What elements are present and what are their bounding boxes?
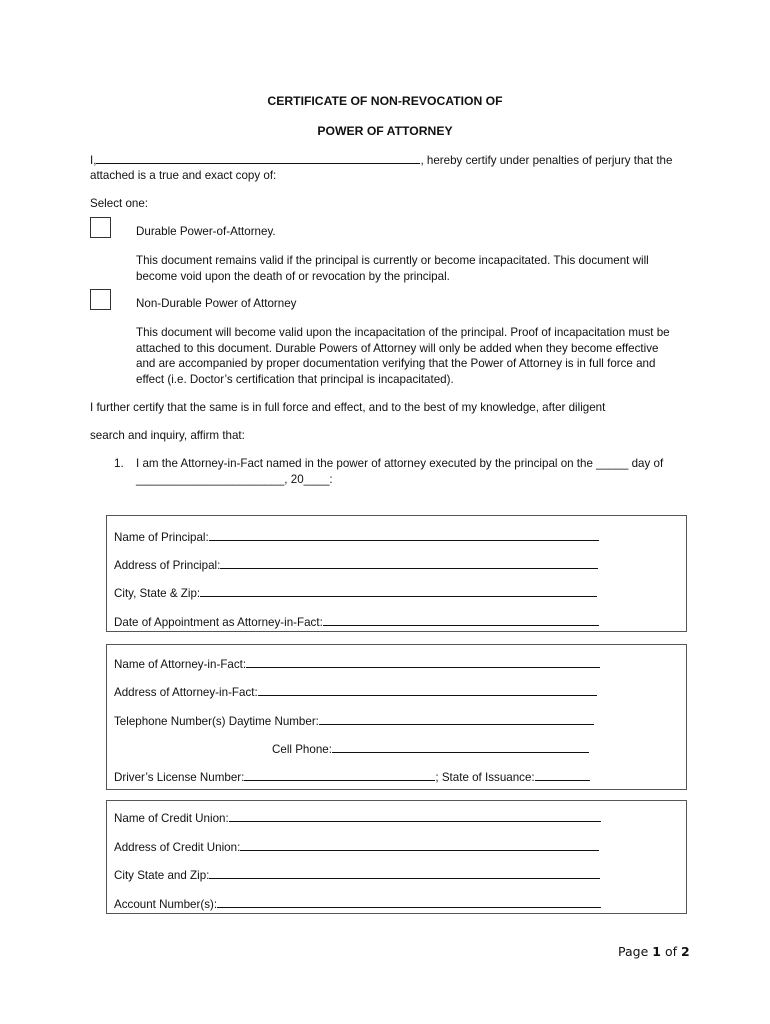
credit-union-address-label: Address of Credit Union: (114, 841, 241, 854)
principal-address-field[interactable] (114, 558, 598, 572)
item1-text: I am the Attorney-in-Fact named in the power of attorney executed by the principal on the _____ day of (136, 457, 664, 470)
credit-union-name-label: Name of Credit Union: (114, 812, 229, 825)
license-field[interactable] (114, 770, 590, 784)
license-label: Driver’s License Number: (114, 771, 245, 784)
principal-address-label: Address of Principal: (114, 559, 221, 572)
account-number-line[interactable] (217, 897, 601, 908)
attorney-address-line[interactable] (258, 685, 597, 696)
principal-address-line[interactable] (220, 558, 598, 569)
attorney-name-label: Name of Attorney-in-Fact: (114, 658, 247, 671)
state-issuance-line[interactable] (535, 770, 590, 781)
select-one-label: Select one: (90, 197, 149, 210)
appointment-date-label: Date of Appointment as Attorney-in-Fact: (114, 616, 323, 629)
state-issuance-label: ; State of Issuance: (435, 771, 535, 784)
principal-name-line[interactable] (209, 530, 599, 541)
account-number-field[interactable] (114, 897, 601, 911)
daytime-phone-label: Telephone Number(s) Daytime Number: (114, 715, 319, 728)
credit-union-name-line[interactable] (229, 811, 601, 822)
appointment-date-field[interactable] (114, 615, 599, 629)
attorney-address-field[interactable] (114, 685, 597, 699)
account-number-label: Account Number(s): (114, 898, 218, 911)
appointment-date-line[interactable] (323, 615, 599, 626)
principal-name-field[interactable] (114, 530, 599, 544)
cell-phone-label: Cell Phone: (272, 743, 332, 756)
intro-line1 (90, 153, 672, 167)
further-certify-text: I further certify that the same is in full force and effect, and to the best of my knowledge, after diligent (90, 401, 606, 414)
intro-line2: attached is a true and exact copy of: (90, 169, 277, 182)
page-word: Page (618, 944, 649, 959)
daytime-phone-field[interactable] (114, 714, 594, 728)
page-total: 2 (680, 944, 690, 959)
attorney-name-field[interactable] (114, 657, 600, 671)
non-durable-poa-description: This document will become valid upon the incapacitation of the principal. Proof of incapacitation must be attached to this document. Durable Powers of Attorney will only be added when they become effective and are accompanied by proper documentation verifying that the Power of Attorney is in full force and effect (i.e. Doctor’s certification that principal is incapacitated). (136, 326, 670, 386)
page-number (618, 944, 690, 959)
credit-union-city-field[interactable] (114, 868, 600, 882)
attorney-name-line[interactable] (246, 657, 600, 668)
principal-city-field[interactable] (114, 586, 597, 600)
credit-union-city-line[interactable] (209, 868, 600, 879)
durable-poa-label: Durable Power-of-Attorney. (136, 225, 276, 238)
intro-suffix: , hereby certify under penalties of perjury that the (420, 154, 673, 167)
attorney-address-label: Address of Attorney-in-Fact: (114, 686, 258, 699)
cell-phone-field[interactable] (272, 742, 589, 756)
intro-prefix: I, (90, 154, 97, 167)
item1-number: 1. (114, 457, 124, 470)
cell-phone-line[interactable] (332, 742, 589, 753)
durable-poa-description: This document remains valid if the principal is currently or become incapacitated. This document will become void upon the death of or revocation by the principal. (136, 254, 649, 283)
document-title-line2: POWER OF ATTORNEY (317, 124, 453, 138)
principal-name-label: Name of Principal: (114, 531, 209, 544)
credit-union-city-label: City State and Zip: (114, 869, 210, 882)
document-title-line1: CERTIFICATE OF NON-REVOCATION OF (267, 94, 503, 108)
page-current: 1 (652, 944, 661, 959)
non-durable-poa-label: Non-Durable Power of Attorney (136, 297, 297, 310)
license-number-line[interactable] (244, 770, 435, 781)
of-word: of (664, 944, 677, 959)
durable-poa-checkbox[interactable] (90, 217, 111, 238)
item1-date-line[interactable]: _______________________, 20____: (136, 473, 333, 486)
principal-city-label: City, State & Zip: (114, 587, 201, 600)
credit-union-address-line[interactable] (240, 840, 599, 851)
daytime-phone-line[interactable] (319, 714, 594, 725)
declarant-name-line[interactable] (96, 153, 420, 164)
credit-union-name-field[interactable] (114, 811, 601, 825)
search-inquiry-text: search and inquiry, affirm that: (90, 429, 245, 442)
non-durable-poa-checkbox[interactable] (90, 289, 111, 310)
principal-city-line[interactable] (200, 586, 597, 597)
credit-union-address-field[interactable] (114, 840, 599, 854)
